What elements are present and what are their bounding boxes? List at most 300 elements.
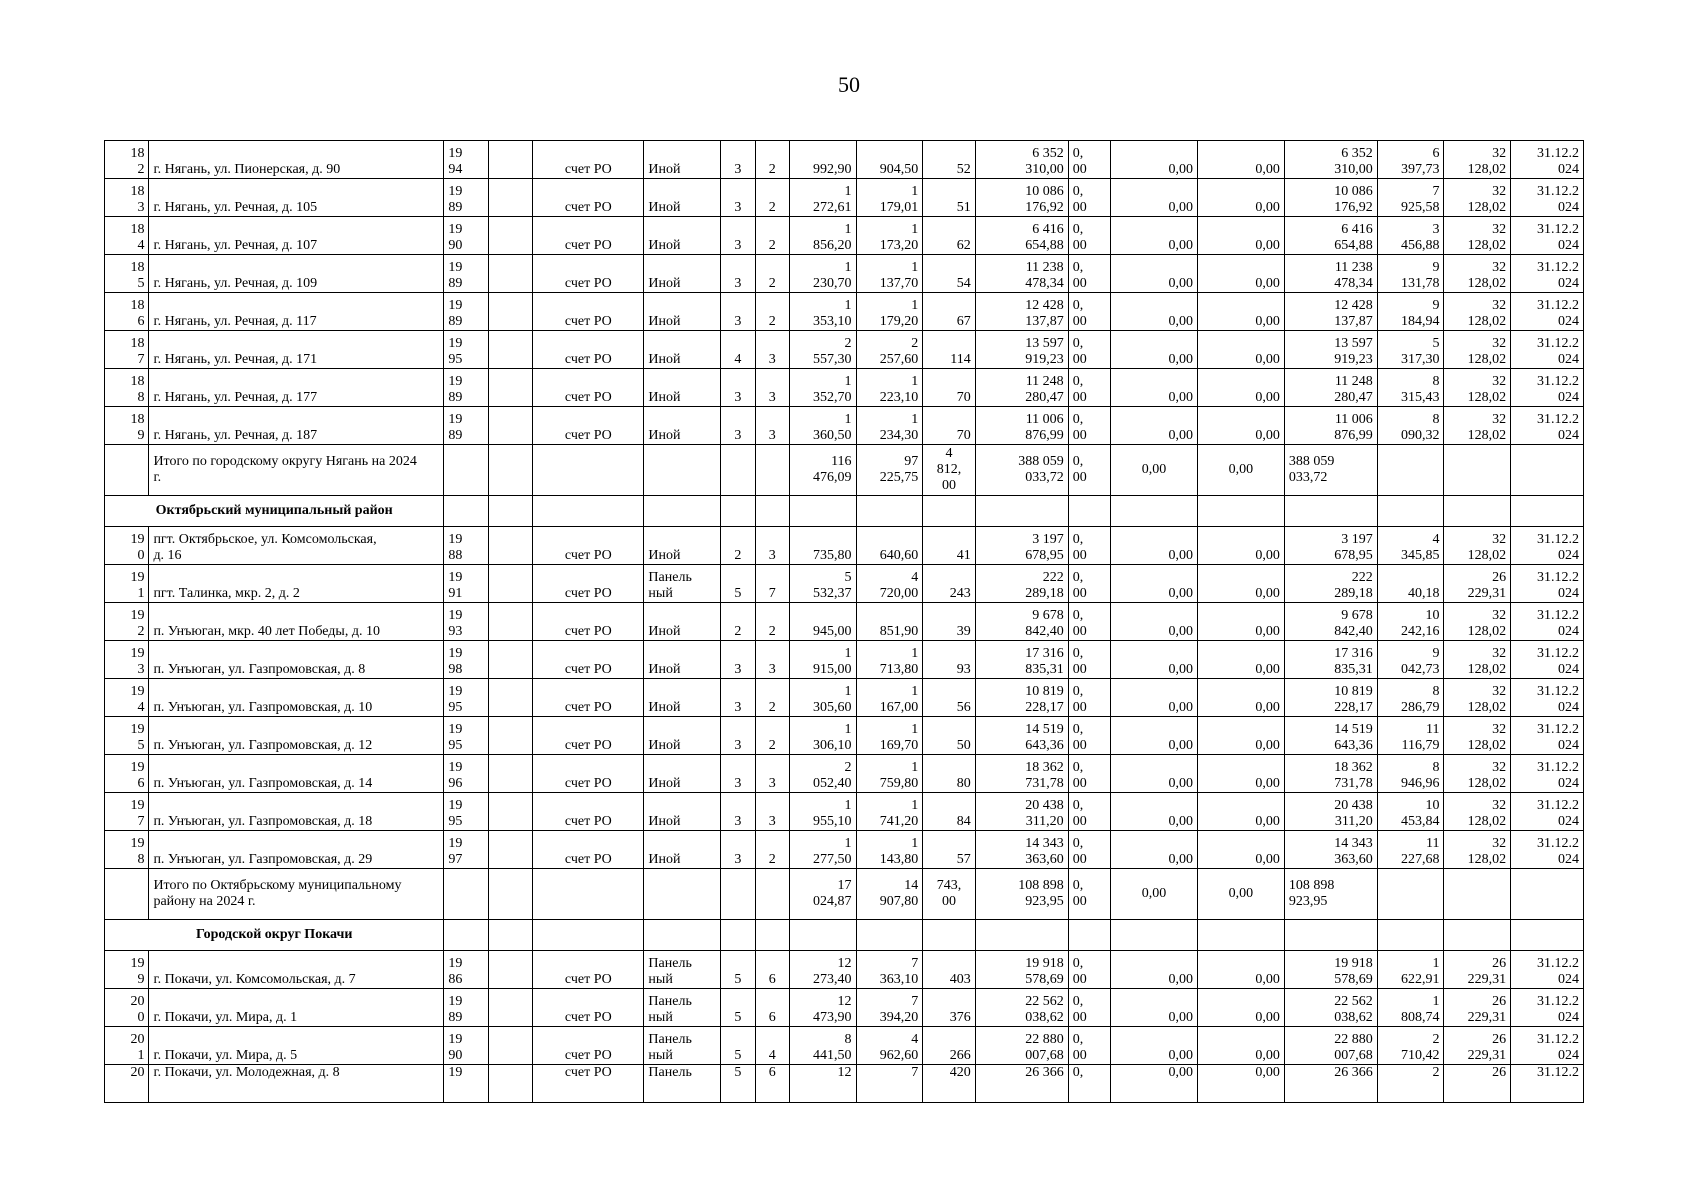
cell-year: 19 89 bbox=[444, 293, 488, 331]
empty-cell bbox=[533, 445, 644, 496]
table-row bbox=[105, 679, 1584, 717]
cell-entrances: 3 bbox=[755, 369, 789, 407]
cell-floors: 3 bbox=[721, 369, 755, 407]
cell-entrances: 4 bbox=[755, 1027, 789, 1065]
cell-account: счет РО bbox=[533, 831, 644, 869]
cell-c14: 0,00 bbox=[1197, 1065, 1284, 1103]
cell-c13: 0,00 bbox=[1111, 565, 1198, 603]
cell-address: пгт. Октябрьское, ул. Комсомольская, д. 16 bbox=[149, 527, 444, 565]
empty-cell bbox=[488, 831, 532, 869]
cell-cost-total: 12 428 137,87 bbox=[975, 293, 1068, 331]
cell-area-total: 12 473,90 bbox=[789, 989, 856, 1027]
cell-c17: 32 128,02 bbox=[1444, 679, 1511, 717]
cell-c17: 32 128,02 bbox=[1444, 331, 1511, 369]
empty-cell bbox=[488, 755, 532, 793]
cell-account: счет РО bbox=[533, 217, 644, 255]
cell-account: счет РО bbox=[533, 331, 644, 369]
empty-cell bbox=[533, 920, 644, 951]
cell-cost-total: 26 366 bbox=[975, 1065, 1068, 1103]
cell-year: 19 93 bbox=[444, 603, 488, 641]
empty-cell bbox=[755, 445, 789, 496]
cell-c16: 2 bbox=[1377, 1065, 1444, 1103]
cell-cost-total: 11 238 478,34 bbox=[975, 255, 1068, 293]
empty-cell bbox=[1444, 496, 1511, 527]
cell-area-living: 7 bbox=[856, 1065, 923, 1103]
cell-c16: 9 131,78 bbox=[1377, 255, 1444, 293]
cell-account: счет РО bbox=[533, 293, 644, 331]
empty-cell bbox=[488, 293, 532, 331]
cell-area-living: 1 167,00 bbox=[856, 679, 923, 717]
cell-c15: 11 238 478,34 bbox=[1284, 255, 1377, 293]
cell-date: 31.12.2 024 bbox=[1511, 679, 1584, 717]
empty-cell bbox=[1284, 496, 1377, 527]
section-title: Октябрьский муниципальный район bbox=[105, 496, 444, 527]
cell-c17: 26 bbox=[1444, 1065, 1511, 1103]
empty-cell bbox=[105, 445, 149, 496]
cell-address: п. Унъюган, ул. Газпромовская, д. 12 bbox=[149, 717, 444, 755]
cell-c17: 32 128,02 bbox=[1444, 179, 1511, 217]
cell-c17: 32 128,02 bbox=[1444, 717, 1511, 755]
cell-c17: 26 229,31 bbox=[1444, 1027, 1511, 1065]
cell-area-living: 4 962,60 bbox=[856, 1027, 923, 1065]
cell-cost-total: 9 678 842,40 bbox=[975, 603, 1068, 641]
cell-residents: 243 bbox=[923, 565, 976, 603]
cell-address: г. Нягань, ул. Речная, д. 117 bbox=[149, 293, 444, 331]
cell-residents: 54 bbox=[923, 255, 976, 293]
cell-c14: 0,00 bbox=[1197, 951, 1284, 989]
subtotal-label: Итого по Октябрьскому муниципальному району на 2024 г. bbox=[149, 869, 444, 920]
cell-material: Иной bbox=[644, 369, 721, 407]
cell-entrances: 3 bbox=[755, 331, 789, 369]
cell-floors: 3 bbox=[721, 407, 755, 445]
cell-residents: 84 bbox=[923, 793, 976, 831]
cell-entrances: 3 bbox=[755, 641, 789, 679]
cell-c15: 19 918 578,69 bbox=[1284, 951, 1377, 989]
section-title: Городской округ Покачи bbox=[105, 920, 444, 951]
cell-c17: 32 128,02 bbox=[1444, 641, 1511, 679]
cell-floors: 2 bbox=[721, 527, 755, 565]
cell-entrances: 2 bbox=[755, 179, 789, 217]
cell-residents: 67 bbox=[923, 293, 976, 331]
cell-address: п. Унъюган, мкр. 40 лет Победы, д. 10 bbox=[149, 603, 444, 641]
empty-cell bbox=[1444, 920, 1511, 951]
cell-c17: 32 128,02 bbox=[1444, 255, 1511, 293]
cell-cost-total: 10 086 176,92 bbox=[975, 179, 1068, 217]
cell-account: счет РО bbox=[533, 603, 644, 641]
table-row bbox=[105, 951, 1584, 989]
empty-cell bbox=[533, 496, 644, 527]
cell-area-living: 14 907,80 bbox=[856, 869, 923, 920]
cell-material: Иной bbox=[644, 641, 721, 679]
cell-c13: 0,00 bbox=[1111, 679, 1198, 717]
cell-date: 31.12.2 024 bbox=[1511, 141, 1584, 179]
cell-residents: 56 bbox=[923, 679, 976, 717]
empty-cell bbox=[1197, 920, 1284, 951]
cell-material: Иной bbox=[644, 717, 721, 755]
cell-c13: 0,00 bbox=[1111, 369, 1198, 407]
empty-cell bbox=[488, 1027, 532, 1065]
cell-c14: 0,00 bbox=[1197, 565, 1284, 603]
cell-c15: 10 086 176,92 bbox=[1284, 179, 1377, 217]
cell-entrances: 3 bbox=[755, 407, 789, 445]
cell-c17: 26 229,31 bbox=[1444, 951, 1511, 989]
cell-floors: 5 bbox=[721, 951, 755, 989]
empty-cell bbox=[644, 920, 721, 951]
cell-material: Иной bbox=[644, 793, 721, 831]
cell-residents: 403 bbox=[923, 951, 976, 989]
cell-account: счет РО bbox=[533, 565, 644, 603]
cell-area-living: 1 234,30 bbox=[856, 407, 923, 445]
empty-cell bbox=[721, 445, 755, 496]
cell-area-total: 2 052,40 bbox=[789, 755, 856, 793]
cell-c16: 1 622,91 bbox=[1377, 951, 1444, 989]
cell-date: 31.12.2 024 bbox=[1511, 293, 1584, 331]
empty-cell bbox=[1284, 920, 1377, 951]
cell-year: 19 97 bbox=[444, 831, 488, 869]
cell-account: счет РО bbox=[533, 641, 644, 679]
cell-area-total: 992,90 bbox=[789, 141, 856, 179]
cell-c12: 0, 00 bbox=[1068, 141, 1110, 179]
cell-c15: 222 289,18 bbox=[1284, 565, 1377, 603]
cell-c14: 0,00 bbox=[1197, 793, 1284, 831]
cell-c12: 0, 00 bbox=[1068, 951, 1110, 989]
cell-address: г. Нягань, ул. Пионерская, д. 90 bbox=[149, 141, 444, 179]
cell-cost-total: 11 006 876,99 bbox=[975, 407, 1068, 445]
cell-c15: 108 898 923,95 bbox=[1284, 869, 1377, 920]
cell-material: Иной bbox=[644, 331, 721, 369]
cell-c16: 3 456,88 bbox=[1377, 217, 1444, 255]
cell-entrances: 2 bbox=[755, 603, 789, 641]
cell-area-total: 12 bbox=[789, 1065, 856, 1103]
cell-year: 19 bbox=[444, 1065, 488, 1103]
cell-floors: 5 bbox=[721, 565, 755, 603]
cell-residents: 743, 00 bbox=[923, 869, 976, 920]
cell-c15: 12 428 137,87 bbox=[1284, 293, 1377, 331]
empty-cell bbox=[1377, 920, 1444, 951]
cell-c14: 0,00 bbox=[1197, 331, 1284, 369]
cell-floors: 5 bbox=[721, 1065, 755, 1103]
cell-residents: 266 bbox=[923, 1027, 976, 1065]
cell-address: пгт. Талинка, мкр. 2, д. 2 bbox=[149, 565, 444, 603]
cell-c13: 0,00 bbox=[1111, 1065, 1198, 1103]
empty-cell bbox=[444, 920, 488, 951]
cell-c17: 32 128,02 bbox=[1444, 527, 1511, 565]
cell-year: 19 86 bbox=[444, 951, 488, 989]
cell-account: счет РО bbox=[533, 179, 644, 217]
cell-year: 19 89 bbox=[444, 407, 488, 445]
cell-c17: 32 128,02 bbox=[1444, 755, 1511, 793]
cell-area-total: 1 955,10 bbox=[789, 793, 856, 831]
cell-area-living: 904,50 bbox=[856, 141, 923, 179]
cell-c15: 388 059 033,72 bbox=[1284, 445, 1377, 496]
cell-date: 31.12.2 024 bbox=[1511, 717, 1584, 755]
empty-cell bbox=[488, 369, 532, 407]
cell-residents: 4 812, 00 bbox=[923, 445, 976, 496]
cell-c15: 11 006 876,99 bbox=[1284, 407, 1377, 445]
cell-floors: 2 bbox=[721, 603, 755, 641]
cell-n: 20 bbox=[105, 1065, 149, 1103]
cell-c16: 40,18 bbox=[1377, 565, 1444, 603]
cell-c13: 0,00 bbox=[1111, 951, 1198, 989]
cell-n: 18 8 bbox=[105, 369, 149, 407]
cell-c12: 0, 00 bbox=[1068, 293, 1110, 331]
cell-c12: 0, 00 bbox=[1068, 831, 1110, 869]
cell-area-living: 1 179,20 bbox=[856, 293, 923, 331]
table-row bbox=[105, 831, 1584, 869]
cell-c14: 0,00 bbox=[1197, 717, 1284, 755]
table-row bbox=[105, 641, 1584, 679]
cell-area-living: 1 179,01 bbox=[856, 179, 923, 217]
cell-c15: 22 880 007,68 bbox=[1284, 1027, 1377, 1065]
cell-area-total: 945,00 bbox=[789, 603, 856, 641]
cell-area-living: 1 173,20 bbox=[856, 217, 923, 255]
empty-cell bbox=[488, 527, 532, 565]
cell-cost-total: 14 343 363,60 bbox=[975, 831, 1068, 869]
cell-entrances: 2 bbox=[755, 679, 789, 717]
cell-c12: 0, 00 bbox=[1068, 717, 1110, 755]
cell-c16: 5 317,30 bbox=[1377, 331, 1444, 369]
cell-cost-total: 17 316 835,31 bbox=[975, 641, 1068, 679]
cell-account: счет РО bbox=[533, 989, 644, 1027]
cell-address: п. Унъюган, ул. Газпромовская, д. 8 bbox=[149, 641, 444, 679]
cell-c12: 0, 00 bbox=[1068, 641, 1110, 679]
cell-c12: 0, 00 bbox=[1068, 369, 1110, 407]
empty-cell bbox=[488, 217, 532, 255]
cell-area-total: 1 856,20 bbox=[789, 217, 856, 255]
cell-c14: 0,00 bbox=[1197, 755, 1284, 793]
empty-cell bbox=[488, 141, 532, 179]
table-row bbox=[105, 217, 1584, 255]
cell-n: 19 1 bbox=[105, 565, 149, 603]
cell-address: г. Покачи, ул. Молодежная, д. 8 bbox=[149, 1065, 444, 1103]
cell-year: 19 90 bbox=[444, 1027, 488, 1065]
cell-c13: 0,00 bbox=[1111, 217, 1198, 255]
cell-c17: 32 128,02 bbox=[1444, 217, 1511, 255]
cell-year: 19 95 bbox=[444, 331, 488, 369]
table-row bbox=[105, 603, 1584, 641]
cell-area-total: 1 277,50 bbox=[789, 831, 856, 869]
cell-c15: 26 366 bbox=[1284, 1065, 1377, 1103]
cell-residents: 80 bbox=[923, 755, 976, 793]
cell-c13: 0,00 bbox=[1111, 527, 1198, 565]
empty-cell bbox=[644, 496, 721, 527]
cell-year: 19 88 bbox=[444, 527, 488, 565]
cell-address: г. Покачи, ул. Комсомольская, д. 7 bbox=[149, 951, 444, 989]
empty-cell bbox=[1377, 496, 1444, 527]
cell-address: п. Унъюган, ул. Газпромовская, д. 10 bbox=[149, 679, 444, 717]
housing-register-table bbox=[104, 140, 1584, 1103]
empty-cell bbox=[721, 869, 755, 920]
cell-address: п. Унъюган, ул. Газпромовская, д. 29 bbox=[149, 831, 444, 869]
cell-c16: 9 184,94 bbox=[1377, 293, 1444, 331]
cell-account: счет РО bbox=[533, 717, 644, 755]
cell-cost-total: 20 438 311,20 bbox=[975, 793, 1068, 831]
cell-year: 19 90 bbox=[444, 217, 488, 255]
cell-entrances: 3 bbox=[755, 527, 789, 565]
cell-c17: 32 128,02 bbox=[1444, 369, 1511, 407]
cell-date: 31.12.2 bbox=[1511, 1065, 1584, 1103]
cell-c17: 26 229,31 bbox=[1444, 565, 1511, 603]
cell-c15: 6 352 310,00 bbox=[1284, 141, 1377, 179]
cell-floors: 3 bbox=[721, 755, 755, 793]
cell-entrances: 6 bbox=[755, 1065, 789, 1103]
cell-floors: 5 bbox=[721, 1027, 755, 1065]
cell-c16: 10 453,84 bbox=[1377, 793, 1444, 831]
cell-c12: 0, 00 bbox=[1068, 755, 1110, 793]
cell-account: счет РО bbox=[533, 1027, 644, 1065]
cell-year: 19 96 bbox=[444, 755, 488, 793]
cell-account: счет РО bbox=[533, 679, 644, 717]
cell-year: 19 89 bbox=[444, 179, 488, 217]
cell-n: 18 2 bbox=[105, 141, 149, 179]
cell-date: 31.12.2 024 bbox=[1511, 217, 1584, 255]
cell-residents: 51 bbox=[923, 179, 976, 217]
subtotal-label: Итого по городскому округу Нягань на 2024 г. bbox=[149, 445, 444, 496]
cell-c16: 8 946,96 bbox=[1377, 755, 1444, 793]
cell-area-total: 1 352,70 bbox=[789, 369, 856, 407]
cell-c14: 0,00 bbox=[1197, 679, 1284, 717]
table-row bbox=[105, 407, 1584, 445]
empty-cell bbox=[444, 496, 488, 527]
cell-cost-total: 19 918 578,69 bbox=[975, 951, 1068, 989]
cell-address: п. Унъюган, ул. Газпромовская, д. 18 bbox=[149, 793, 444, 831]
cell-year: 19 89 bbox=[444, 255, 488, 293]
cell-c13: 0,00 bbox=[1111, 293, 1198, 331]
cell-c14: 0,00 bbox=[1197, 407, 1284, 445]
cell-material: Иной bbox=[644, 255, 721, 293]
cell-year: 19 91 bbox=[444, 565, 488, 603]
empty-cell bbox=[1444, 445, 1511, 496]
cell-year: 19 94 bbox=[444, 141, 488, 179]
cell-date: 31.12.2 024 bbox=[1511, 407, 1584, 445]
empty-cell bbox=[789, 496, 856, 527]
table-row bbox=[105, 293, 1584, 331]
cell-residents: 39 bbox=[923, 603, 976, 641]
cell-cost-total: 388 059 033,72 bbox=[975, 445, 1068, 496]
cell-floors: 5 bbox=[721, 989, 755, 1027]
cell-date: 31.12.2 024 bbox=[1511, 755, 1584, 793]
empty-cell bbox=[1197, 496, 1284, 527]
table-row bbox=[105, 793, 1584, 831]
table-row bbox=[105, 179, 1584, 217]
cell-n: 18 7 bbox=[105, 331, 149, 369]
cell-entrances: 2 bbox=[755, 293, 789, 331]
cell-area-total: 1 353,10 bbox=[789, 293, 856, 331]
cell-entrances: 3 bbox=[755, 793, 789, 831]
cell-area-living: 1 759,80 bbox=[856, 755, 923, 793]
cell-n: 18 4 bbox=[105, 217, 149, 255]
empty-cell bbox=[444, 445, 488, 496]
cell-date: 31.12.2 024 bbox=[1511, 255, 1584, 293]
cell-date: 31.12.2 024 bbox=[1511, 527, 1584, 565]
cell-area-living: 2 257,60 bbox=[856, 331, 923, 369]
cell-c15: 10 819 228,17 bbox=[1284, 679, 1377, 717]
cell-c13: 0,00 bbox=[1111, 179, 1198, 217]
section-header-row bbox=[105, 920, 1584, 951]
cell-date: 31.12.2 024 bbox=[1511, 989, 1584, 1027]
cell-entrances: 3 bbox=[755, 755, 789, 793]
cell-c13: 0,00 bbox=[1111, 1027, 1198, 1065]
cell-n: 18 9 bbox=[105, 407, 149, 445]
cell-c13: 0,00 bbox=[1111, 869, 1198, 920]
cell-account: счет РО bbox=[533, 1065, 644, 1103]
empty-cell bbox=[923, 920, 976, 951]
cell-n: 19 2 bbox=[105, 603, 149, 641]
cell-c17: 32 128,02 bbox=[1444, 293, 1511, 331]
cell-area-living: 1 741,20 bbox=[856, 793, 923, 831]
cell-cost-total: 14 519 643,36 bbox=[975, 717, 1068, 755]
table-row bbox=[105, 141, 1584, 179]
cell-area-living: 1 137,70 bbox=[856, 255, 923, 293]
cell-c15: 9 678 842,40 bbox=[1284, 603, 1377, 641]
empty-cell bbox=[105, 869, 149, 920]
cell-n: 20 1 bbox=[105, 1027, 149, 1065]
cell-n: 20 0 bbox=[105, 989, 149, 1027]
cell-address: г. Нягань, ул. Речная, д. 109 bbox=[149, 255, 444, 293]
cell-area-living: 7 363,10 bbox=[856, 951, 923, 989]
empty-cell bbox=[488, 920, 532, 951]
cell-entrances: 2 bbox=[755, 831, 789, 869]
cell-c15: 13 597 919,23 bbox=[1284, 331, 1377, 369]
cell-c12: 0, 00 bbox=[1068, 603, 1110, 641]
cell-c15: 6 416 654,88 bbox=[1284, 217, 1377, 255]
cell-floors: 3 bbox=[721, 293, 755, 331]
empty-cell bbox=[856, 920, 923, 951]
cell-c12: 0, 00 bbox=[1068, 679, 1110, 717]
cell-material: Иной bbox=[644, 831, 721, 869]
cell-floors: 3 bbox=[721, 679, 755, 717]
cell-account: счет РО bbox=[533, 407, 644, 445]
cell-date: 31.12.2 024 bbox=[1511, 331, 1584, 369]
cell-c12: 0, 00 bbox=[1068, 989, 1110, 1027]
cell-entrances: 6 bbox=[755, 989, 789, 1027]
cell-material: Панель ный bbox=[644, 951, 721, 989]
cell-c16: 4 345,85 bbox=[1377, 527, 1444, 565]
cell-account: счет РО bbox=[533, 951, 644, 989]
cell-c16: 6 397,73 bbox=[1377, 141, 1444, 179]
cell-area-living: 851,90 bbox=[856, 603, 923, 641]
cell-c12: 0, 00 bbox=[1068, 407, 1110, 445]
cell-area-total: 1 305,60 bbox=[789, 679, 856, 717]
cell-c16: 7 925,58 bbox=[1377, 179, 1444, 217]
cell-entrances: 7 bbox=[755, 565, 789, 603]
cell-c15: 20 438 311,20 bbox=[1284, 793, 1377, 831]
cell-account: счет РО bbox=[533, 527, 644, 565]
empty-cell bbox=[1111, 496, 1198, 527]
cell-c16: 11 116,79 bbox=[1377, 717, 1444, 755]
page-number: 50 bbox=[838, 72, 860, 97]
cell-residents: 62 bbox=[923, 217, 976, 255]
cell-c17: 32 128,02 bbox=[1444, 141, 1511, 179]
cell-c14: 0,00 bbox=[1197, 217, 1284, 255]
empty-cell bbox=[488, 445, 532, 496]
cell-residents: 114 bbox=[923, 331, 976, 369]
cell-c13: 0,00 bbox=[1111, 793, 1198, 831]
cell-area-total: 1 306,10 bbox=[789, 717, 856, 755]
cell-material: Иной bbox=[644, 755, 721, 793]
cell-area-total: 12 273,40 bbox=[789, 951, 856, 989]
empty-cell bbox=[488, 641, 532, 679]
cell-c17: 32 128,02 bbox=[1444, 407, 1511, 445]
cell-c12: 0, 00 bbox=[1068, 1027, 1110, 1065]
cell-material: Панель ный bbox=[644, 1027, 721, 1065]
cell-area-living: 1 223,10 bbox=[856, 369, 923, 407]
cell-c16: 11 227,68 bbox=[1377, 831, 1444, 869]
cell-c14: 0,00 bbox=[1197, 255, 1284, 293]
cell-material: Панель bbox=[644, 1065, 721, 1103]
cell-c13: 0,00 bbox=[1111, 717, 1198, 755]
empty-cell bbox=[1111, 920, 1198, 951]
